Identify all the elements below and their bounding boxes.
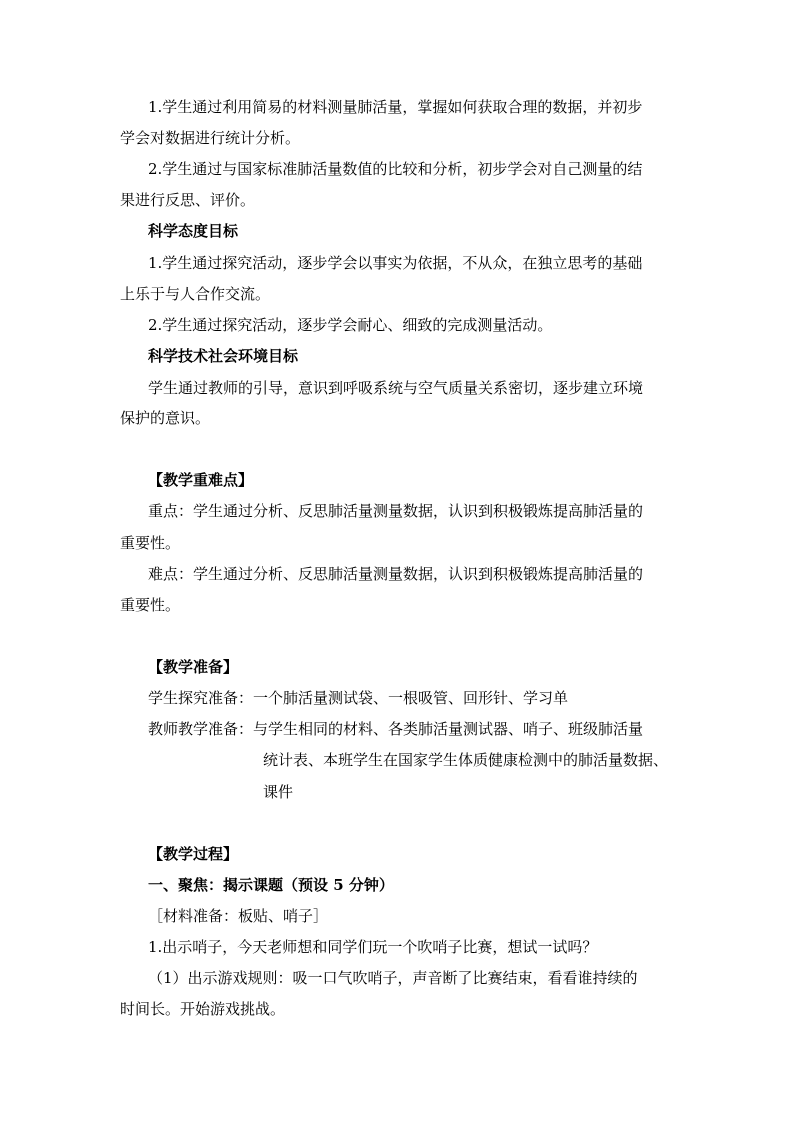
process-heading: 【教学过程】 <box>148 845 239 863</box>
stse-heading: 科学技术社会环境目标 <box>148 347 299 365</box>
materials-note: ［材料准备：板贴、哨子］ <box>148 907 329 925</box>
stse-line1: 学生通过教师的引导，意识到呼吸系统与空气质量关系密切，逐步建立环境 <box>148 379 644 397</box>
attitude-heading: 科学态度目标 <box>148 222 239 240</box>
step1-sub-line2: 时间长。开始游戏挑战。 <box>120 1000 286 1018</box>
stse-line2: 保护的意识。 <box>120 409 211 427</box>
skills-item1-line1: 1.学生通过利用简易的材料测量肺活量，掌握如何获取合理的数据，并初步 <box>148 98 643 116</box>
skills-item2-line1: 2.学生通过与国家标准肺活量数值的比较和分析，初步学会对自己测量的结 <box>148 160 643 178</box>
step1: 1.出示哨子，今天老师想和同学们玩一个吹哨子比赛，想试一试吗？ <box>148 938 598 956</box>
key-points-heading: 【教学重难点】 <box>148 471 254 489</box>
teacher-preparation-line3: 课件 <box>263 783 294 801</box>
attitude-item1-line2: 上乐于与人合作交流。 <box>120 285 271 303</box>
focus-line2: 重要性。 <box>120 534 181 552</box>
skills-item1-line2: 学会对数据进行统计分析。 <box>120 129 301 147</box>
preparation-heading: 【教学准备】 <box>148 658 239 676</box>
difficulty-line1: 难点：学生通过分析、反思肺活量测量数据，认识到积极锻炼提高肺活量的 <box>148 565 644 583</box>
difficulty-line2: 重要性。 <box>120 596 181 614</box>
section1-title: 一、聚焦：揭示课题（预设 5 分钟） <box>148 876 394 894</box>
skills-item2-line2: 果进行反思、评价。 <box>120 191 256 209</box>
attitude-item2-line1: 2.学生通过探究活动，逐步学会耐心、细致的完成测量活动。 <box>148 316 553 334</box>
step1-sub-line1: （1）出示游戏规则：吸一口气吹哨子，声音断了比赛结束，看看谁持续的 <box>148 969 638 987</box>
teacher-preparation-line2: 统计表、本班学生在国家学生体质健康检测中的肺活量数据、 <box>263 751 669 769</box>
attitude-item1-line1: 1.学生通过探究活动，逐步学会以事实为依据，不从众，在独立思考的基础 <box>148 254 643 272</box>
student-preparation: 学生探究准备：一个肺活量测试袋、一根吸管、回形针、学习单 <box>148 689 569 707</box>
focus-line1: 重点：学生通过分析、反思肺活量测量数据，认识到积极锻炼提高肺活量的 <box>148 502 644 520</box>
teacher-preparation-line1: 教师教学准备：与学生相同的材料、各类肺活量测试器、哨子、班级肺活量 <box>148 720 644 738</box>
